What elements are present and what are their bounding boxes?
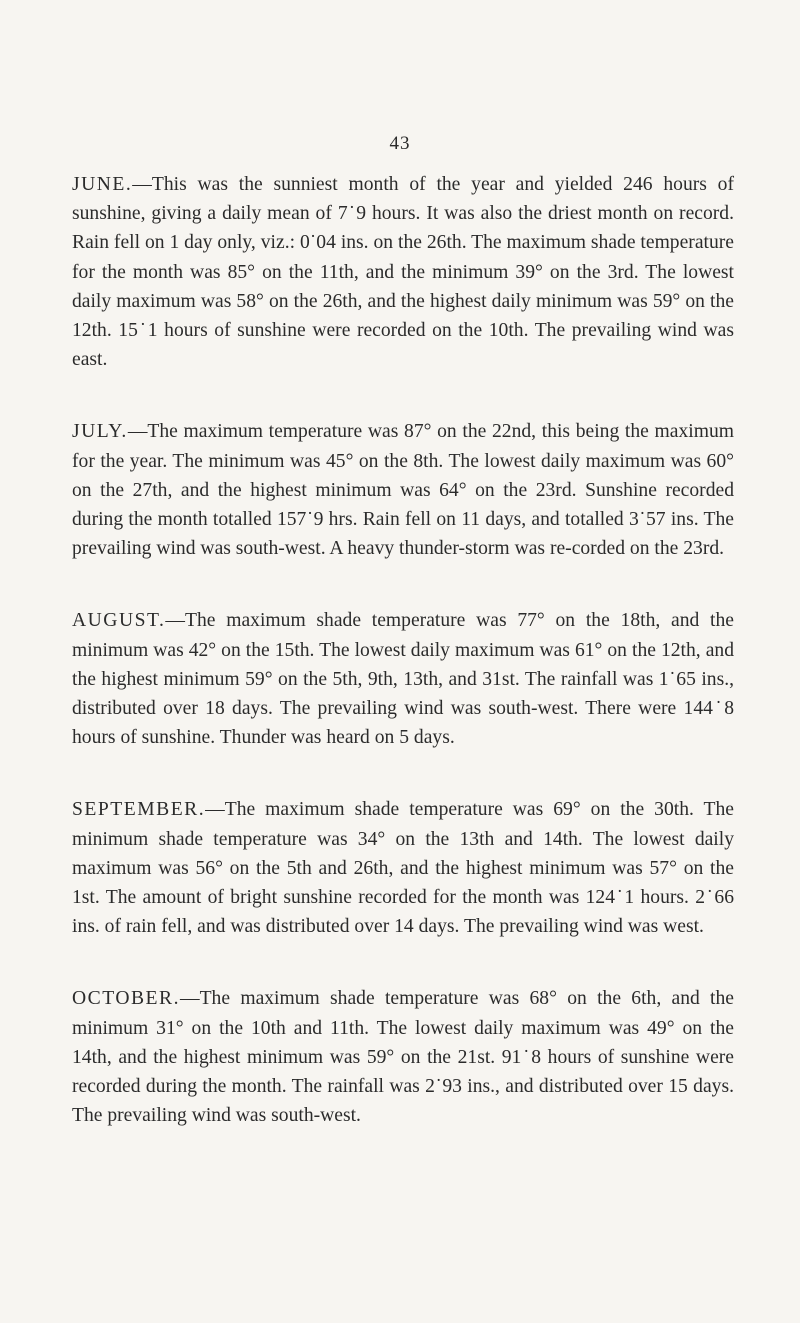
- paragraph-text-august: —The maximum shade temperature was 77° on the 18th, and the minimum was 42° on the 15th. The lowest daily maximum was 61° on the 12th, and the highest minimum 59° on the 5th, 9th, 13th, and 31st. The rainfall was 1˙65 ins., distributed over 18 days. The prevailing wind was south-west. There were 144˙8 hours of sunshine. Thunder was heard on 5 days.: [72, 610, 734, 749]
- month-heading-june: JUNE.: [72, 174, 133, 195]
- page-number: 43: [389, 133, 411, 154]
- paragraph-june: [72, 170, 734, 374]
- paragraph-text-july: —The maximum temperature was 87° on the 22nd, this being the maximum for the year. The minimum was 45° on the 8th. The lowest daily maximum was 60° on the 27th, and the highest minimum was 64° on the 23rd. Sunshine recorded during the month totalled 157˙9 hrs. Rain fell on 11 days, and totalled 3˙57 ins. The prevailing wind was south-west. A heavy thunder-storm was re-corded on the 23rd.: [72, 421, 734, 560]
- paragraph-october: [72, 984, 734, 1130]
- paragraph-august: [72, 606, 734, 752]
- paragraph-july: [72, 417, 734, 563]
- month-heading-august: AUGUST.: [72, 610, 166, 632]
- month-heading-october: OCTOBER.: [72, 988, 180, 1010]
- month-heading-july: JULY.: [72, 421, 128, 443]
- paragraph-text-june: —This was the sunniest month of the year and yielded 246 hours of sunshine, giving a daily mean of 7˙9 hours. It was also the driest month on record. Rain fell on 1 day only, viz.: 0˙04 ins. on the 26th. The maximum shade temperature for the month was 85° on the 11th, and the minimum 39° on the 3rd. The lowest daily maximum was 58° on the 26th, and the highest daily minimum was 59° on the 12th. 15˙1 hours of sunshine were recorded on the 10th. The prevailing wind was east.: [72, 174, 734, 371]
- month-heading-september: SEPTEMBER.: [72, 799, 206, 821]
- paragraph-text-october: —The maximum shade temperature was 68° on the 6th, and the minimum 31° on the 10th and 11th. The lowest daily maximum was 49° on the 14th, and the highest minimum was 59° on the 21st. 91˙8 hours of sunshine were recorded during the month. The rainfall was 2˙93 ins., and distributed over 15 days. The prevailing wind was south-west.: [72, 988, 734, 1127]
- paragraph-september: [72, 795, 734, 941]
- document-body: [72, 170, 734, 1173]
- paragraph-text-september: —The maximum shade temperature was 69° on the 30th. The minimum shade temperature was 34° on the 13th and 14th. The lowest daily maximum was 56° on the 5th and 26th, and the highest minimum was 57° on the 1st. The amount of bright sunshine recorded for the month was 124˙1 hours. 2˙66 ins. of rain fell, and was distributed over 14 days. The prevailing wind was west.: [72, 799, 734, 938]
